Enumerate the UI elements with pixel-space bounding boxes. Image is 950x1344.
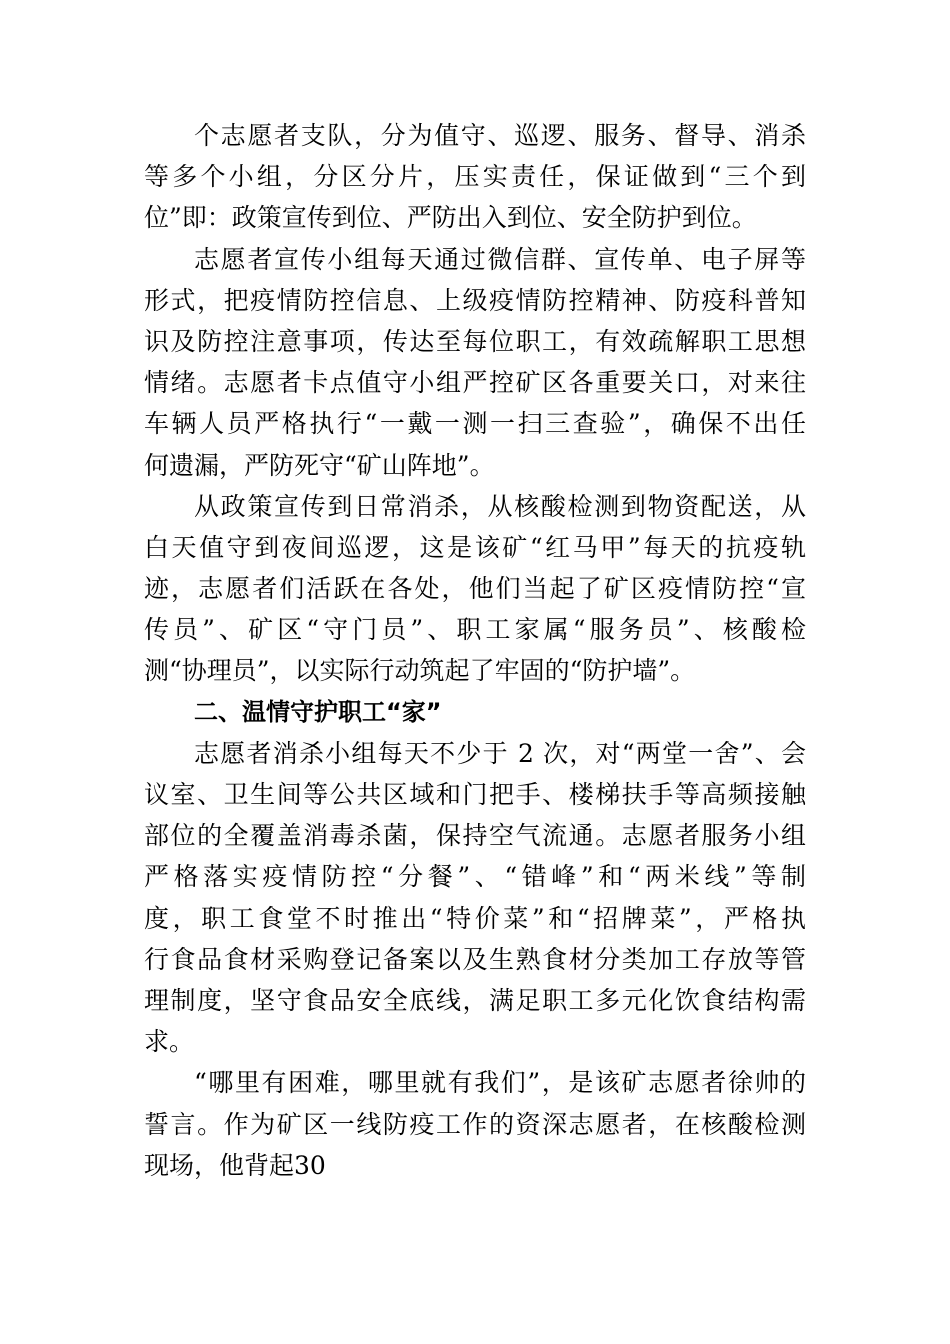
- text-line: 等多个小组，分区分片，压实责任，保证做到“三个到: [144, 162, 806, 192]
- text-line: 从政策宣传到日常消杀，从核酸检测到物资配送，从: [194, 491, 806, 521]
- text-line: 严格落实疫情防控“分餐”、“错峰”和“两米线”等制: [144, 862, 806, 892]
- text-line: 部位的全覆盖消毒杀菌，保持空气流通。志愿者服务小组: [144, 821, 806, 851]
- text-line: 测“协理员”，以实际行动筑起了牢固的“防护墙”。: [144, 656, 696, 686]
- text-line: “哪里有困难，哪里就有我们”，是该矿志愿者徐帅的: [194, 1068, 806, 1098]
- text-line: 行食品食材采购登记备案以及生熟食材分类加工存放等管: [144, 944, 806, 974]
- section-heading: 二、温情守护职工“家”: [194, 697, 442, 726]
- text-line: 誓言。作为矿区一线防疫工作的资深志愿者，在核酸检测: [144, 1109, 806, 1139]
- text-line: 现场，他背起30: [144, 1150, 326, 1180]
- text-line: 迹，志愿者们活跃在各处，他们当起了矿区疫情防控“宣: [144, 574, 806, 604]
- text-line: 白天值守到夜间巡逻，这是该矿“红马甲”每天的抗疫轨: [144, 532, 806, 562]
- text-line: 情绪。志愿者卡点值守小组严控矿区各重要关口，对来往: [144, 368, 806, 398]
- text-line: 何遗漏，严防死守“矿山阵地”。: [144, 450, 495, 480]
- text-line: 度，职工食堂不时推出“特价菜”和“招牌菜”，严格执: [144, 903, 806, 933]
- text-line: 议室、卫生间等公共区域和门把手、楼梯扶手等高频接触: [144, 780, 806, 809]
- text-line: 志愿者宣传小组每天通过微信群、宣传单、电子屏等: [194, 244, 806, 274]
- paragraph: [144, 733, 806, 1063]
- text-line: 理制度，坚守食品安全底线，满足职工多元化饮食结构需: [144, 985, 806, 1015]
- paragraph: [144, 1062, 806, 1186]
- text-line: 形式，把疫情防控信息、上级疫情防控精神、防疫科普知: [144, 285, 806, 315]
- document-body: [144, 115, 806, 1186]
- paragraph: [144, 239, 806, 486]
- text-line: 志愿者消杀小组每天不少于 2 次，对“两堂一舍”、会: [194, 738, 806, 768]
- paragraph: [144, 486, 806, 692]
- text-line: 车辆人员严格执行“一戴一测一扫三查验”，确保不出任: [144, 409, 806, 439]
- text-line: 个志愿者支队，分为值守、巡逻、服务、督导、消杀: [194, 121, 806, 150]
- paragraph: [144, 115, 806, 239]
- text-line: 位”即：政策宣传到位、严防出入到位、安全防护到位。: [144, 203, 757, 233]
- text-line: 识及防控注意事项，传达至每位职工，有效疏解职工思想: [144, 326, 806, 356]
- text-line: 传员”、矿区“守门员”、职工家属“服务员”、核酸检: [144, 615, 806, 645]
- text-line: 求。: [144, 1027, 195, 1057]
